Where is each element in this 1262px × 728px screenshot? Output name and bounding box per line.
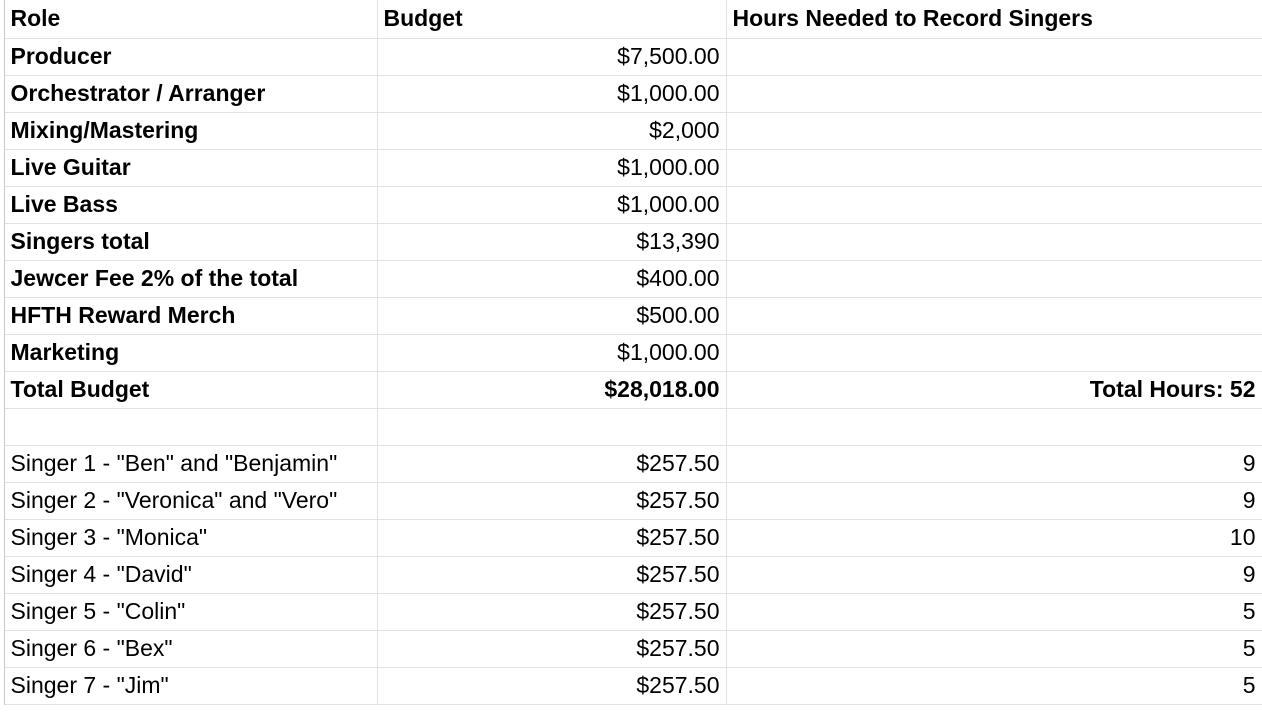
hours-cell[interactable] <box>726 149 1262 186</box>
hours-cell[interactable] <box>726 38 1262 75</box>
budget-cell[interactable]: $400.00 <box>377 260 726 297</box>
role-cell[interactable]: Producer <box>4 38 377 75</box>
role-cell[interactable]: Orchestrator / Arranger <box>4 75 377 112</box>
hours-cell[interactable] <box>726 223 1262 260</box>
role-cell[interactable]: Marketing <box>4 334 377 371</box>
hours-cell[interactable] <box>726 260 1262 297</box>
singer-hours-cell[interactable]: 5 <box>726 593 1262 630</box>
table-row <box>0 112 1262 149</box>
table-row <box>0 334 1262 371</box>
table-row <box>0 297 1262 334</box>
budget-cell[interactable]: $1,000.00 <box>377 149 726 186</box>
role-cell[interactable]: Jewcer Fee 2% of the total <box>4 260 377 297</box>
budget-cell[interactable]: $1,000.00 <box>377 186 726 223</box>
empty-cell[interactable] <box>4 408 377 445</box>
role-cell[interactable]: HFTH Reward Merch <box>4 297 377 334</box>
singer-name-cell[interactable]: Singer 4 - "David" <box>4 556 377 593</box>
role-cell[interactable]: Live Guitar <box>4 149 377 186</box>
total-budget-label-cell[interactable]: Total Budget <box>4 371 377 408</box>
budget-cell[interactable]: $2,000 <box>377 112 726 149</box>
budget-cell[interactable]: $1,000.00 <box>377 334 726 371</box>
budget-cell[interactable]: $500.00 <box>377 297 726 334</box>
role-cell[interactable]: Singers total <box>4 223 377 260</box>
singer-row <box>0 556 1262 593</box>
budget-cell[interactable]: $13,390 <box>377 223 726 260</box>
empty-cell[interactable] <box>726 408 1262 445</box>
hours-cell[interactable] <box>726 112 1262 149</box>
header-cell-hours[interactable]: Hours Needed to Record Singers <box>726 0 1262 38</box>
singer-row <box>0 445 1262 482</box>
empty-cell[interactable] <box>377 408 726 445</box>
singer-row <box>0 667 1262 704</box>
role-cell[interactable]: Live Bass <box>4 186 377 223</box>
total-row <box>0 371 1262 408</box>
table-row <box>0 260 1262 297</box>
singer-row <box>0 630 1262 667</box>
table-row <box>0 223 1262 260</box>
singer-budget-cell[interactable]: $257.50 <box>377 482 726 519</box>
hours-cell[interactable] <box>726 297 1262 334</box>
singer-row <box>0 519 1262 556</box>
role-cell[interactable]: Mixing/Mastering <box>4 112 377 149</box>
budget-cell[interactable]: $1,000.00 <box>377 75 726 112</box>
table-row <box>0 75 1262 112</box>
table-row <box>0 149 1262 186</box>
hours-cell[interactable] <box>726 186 1262 223</box>
singer-name-cell[interactable]: Singer 5 - "Colin" <box>4 593 377 630</box>
header-cell-budget[interactable]: Budget <box>377 0 726 38</box>
singer-row <box>0 593 1262 630</box>
singer-budget-cell[interactable]: $257.50 <box>377 593 726 630</box>
singer-hours-cell[interactable]: 5 <box>726 630 1262 667</box>
singer-hours-cell[interactable]: 10 <box>726 519 1262 556</box>
singer-budget-cell[interactable]: $257.50 <box>377 519 726 556</box>
table-row <box>0 38 1262 75</box>
singer-budget-cell[interactable]: $257.50 <box>377 630 726 667</box>
hours-cell[interactable] <box>726 334 1262 371</box>
total-budget-cell[interactable]: $28,018.00 <box>377 371 726 408</box>
singer-name-cell[interactable]: Singer 6 - "Bex" <box>4 630 377 667</box>
table-row <box>0 186 1262 223</box>
singer-hours-cell[interactable]: 9 <box>726 556 1262 593</box>
singer-hours-cell[interactable]: 9 <box>726 482 1262 519</box>
singer-hours-cell[interactable]: 9 <box>726 445 1262 482</box>
header-cell-role[interactable]: Role <box>4 0 377 38</box>
singer-budget-cell[interactable]: $257.50 <box>377 667 726 704</box>
singer-name-cell[interactable]: Singer 1 - "Ben" and "Benjamin" <box>4 445 377 482</box>
singer-row <box>0 482 1262 519</box>
singer-hours-cell[interactable]: 5 <box>726 667 1262 704</box>
singer-name-cell[interactable]: Singer 2 - "Veronica" and "Vero" <box>4 482 377 519</box>
empty-row <box>0 408 1262 445</box>
singer-budget-cell[interactable]: $257.50 <box>377 556 726 593</box>
singer-name-cell[interactable]: Singer 7 - "Jim" <box>4 667 377 704</box>
header-row <box>0 0 1262 38</box>
budget-cell[interactable]: $7,500.00 <box>377 38 726 75</box>
total-hours-cell[interactable]: Total Hours: 52 <box>726 371 1262 408</box>
singer-budget-cell[interactable]: $257.50 <box>377 445 726 482</box>
hours-cell[interactable] <box>726 75 1262 112</box>
singer-name-cell[interactable]: Singer 3 - "Monica" <box>4 519 377 556</box>
